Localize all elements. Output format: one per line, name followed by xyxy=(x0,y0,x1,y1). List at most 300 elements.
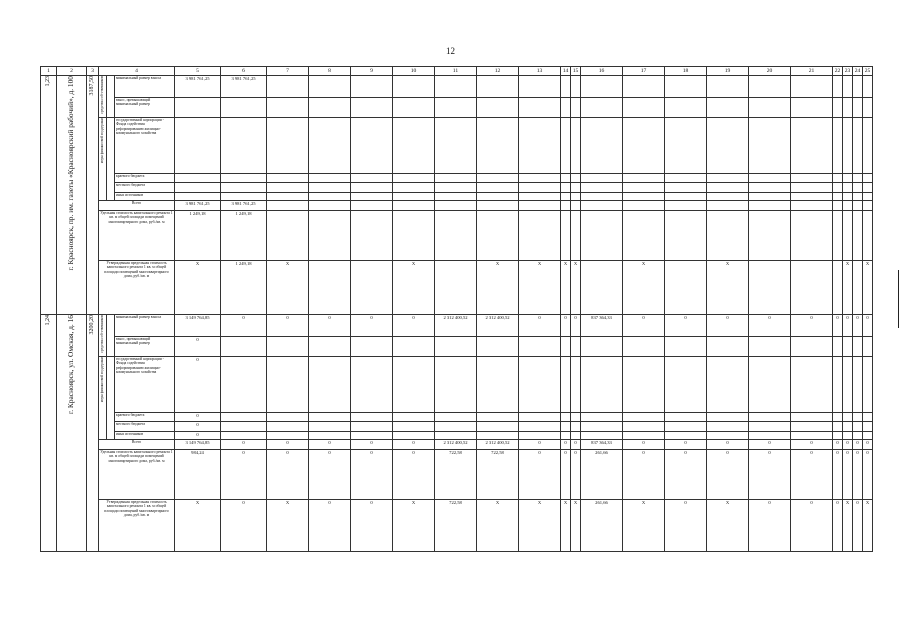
cell-col-25: 0 xyxy=(863,315,873,337)
cell-col-8 xyxy=(309,76,351,98)
cell-col-9 xyxy=(351,261,393,315)
cell-col-12: 2 312 400,52 xyxy=(477,440,519,450)
cell-col-5: 0 xyxy=(175,413,221,422)
cell-col-24 xyxy=(853,432,863,440)
record-address-text: г. Красноярск, пр. им. газеты «Красноярский рабочий», д. 100 xyxy=(66,76,76,271)
cell-col-23 xyxy=(843,193,853,201)
cell-col-10: X xyxy=(393,261,435,315)
cell-col-13 xyxy=(519,193,561,201)
cell-col-11 xyxy=(435,98,477,118)
cell-col-7 xyxy=(267,183,309,193)
cell-col-12 xyxy=(477,76,519,98)
cell-col-16: 261,66 xyxy=(581,450,623,500)
cell-col-22 xyxy=(833,211,843,261)
cell-col-12: 2 312 400,52 xyxy=(477,315,519,337)
cell-col-16 xyxy=(581,357,623,413)
group-support-blank xyxy=(107,118,115,201)
cell-col-22 xyxy=(833,413,843,422)
cell-col-10 xyxy=(393,413,435,422)
group-owners-blank xyxy=(107,76,115,118)
cell-col-19: 0 xyxy=(707,450,749,500)
cell-col-12: X xyxy=(477,261,519,315)
record-1,24-local-row xyxy=(41,422,873,432)
cell-col-6: 3 981 761,25 xyxy=(221,76,267,98)
cell-col-10 xyxy=(393,201,435,211)
cell-col-21 xyxy=(791,261,833,315)
cell-col-16 xyxy=(581,422,623,432)
cell-col-8 xyxy=(309,193,351,201)
cell-col-23: 0 xyxy=(843,440,853,450)
cell-col-22 xyxy=(833,118,843,174)
col-number-19: 19 xyxy=(707,67,749,76)
cell-col-15 xyxy=(571,118,581,174)
cell-col-10 xyxy=(393,432,435,440)
cell-col-19 xyxy=(707,432,749,440)
cell-col-18: 0 xyxy=(665,315,707,337)
cell-col-22 xyxy=(833,422,843,432)
cell-col-18: 0 xyxy=(665,500,707,552)
cell-col-25 xyxy=(863,76,873,98)
record-1,24-over-row xyxy=(41,337,873,357)
cell-col-12 xyxy=(477,413,519,422)
record-1,24-unit-row xyxy=(41,450,873,500)
cell-col-11 xyxy=(435,413,477,422)
cell-col-8 xyxy=(309,413,351,422)
cell-col-5: X xyxy=(175,261,221,315)
record-1,23-fund-row xyxy=(41,118,873,174)
cell-col-17: X xyxy=(623,500,665,552)
cell-col-9 xyxy=(351,422,393,432)
cell-col-25 xyxy=(863,413,873,422)
cell-col-23 xyxy=(843,76,853,98)
cell-col-6 xyxy=(221,193,267,201)
col-number-15: 15 xyxy=(571,67,581,76)
cell-col-20 xyxy=(749,118,791,174)
cell-col-21 xyxy=(791,118,833,174)
col-number-13: 13 xyxy=(519,67,561,76)
cell-col-16 xyxy=(581,211,623,261)
group-owners-funds xyxy=(99,76,107,118)
cell-col-15 xyxy=(571,193,581,201)
cell-col-25: X xyxy=(863,500,873,552)
cell-col-12 xyxy=(477,337,519,357)
cell-col-21 xyxy=(791,183,833,193)
cell-col-7: X xyxy=(267,261,309,315)
col-number-23: 23 xyxy=(843,67,853,76)
cell-col-11 xyxy=(435,211,477,261)
cell-col-23: X xyxy=(843,261,853,315)
record-1,24-limit-row xyxy=(41,500,873,552)
cell-col-18 xyxy=(665,422,707,432)
cell-col-21: 0 xyxy=(791,500,833,552)
cell-col-5: 3 981 761,25 xyxy=(175,76,221,98)
cell-col-18 xyxy=(665,183,707,193)
cell-col-17 xyxy=(623,337,665,357)
cell-col-6: 0 xyxy=(221,450,267,500)
cell-col-24 xyxy=(853,422,863,432)
cell-col-18: 0 xyxy=(665,450,707,500)
cell-col-11 xyxy=(435,118,477,174)
cell-col-9 xyxy=(351,118,393,174)
cell-col-9 xyxy=(351,76,393,98)
record-1,23-other-row xyxy=(41,193,873,201)
record-index xyxy=(41,76,57,315)
cell-col-14: X xyxy=(561,261,571,315)
cell-col-15 xyxy=(571,98,581,118)
cell-col-8 xyxy=(309,211,351,261)
cell-col-19: 0 xyxy=(707,315,749,337)
cell-col-23 xyxy=(843,432,853,440)
cell-col-12 xyxy=(477,357,519,413)
col-number-5: 5 xyxy=(175,67,221,76)
cell-col-22: 0 xyxy=(833,450,843,500)
cell-col-20: 0 xyxy=(749,440,791,450)
cell-col-12 xyxy=(477,174,519,183)
cell-col-5: 1 249,18 xyxy=(175,211,221,261)
cell-col-14 xyxy=(561,432,571,440)
cell-col-15 xyxy=(571,357,581,413)
cell-col-23 xyxy=(843,98,853,118)
cell-col-18: 0 xyxy=(665,440,707,450)
cell-col-22 xyxy=(833,357,843,413)
cell-col-22 xyxy=(833,193,843,201)
cell-col-5: 0 xyxy=(175,432,221,440)
cell-col-9 xyxy=(351,201,393,211)
cell-col-20 xyxy=(749,98,791,118)
cell-col-25: 0 xyxy=(863,440,873,450)
cell-col-24 xyxy=(853,357,863,413)
cell-col-6 xyxy=(221,422,267,432)
cell-col-12 xyxy=(477,193,519,201)
cell-col-14 xyxy=(561,357,571,413)
record-address xyxy=(57,76,87,315)
col-number-24: 24 xyxy=(853,67,863,76)
cell-col-14 xyxy=(561,76,571,98)
col-number-25: 25 xyxy=(863,67,873,76)
cell-col-12 xyxy=(477,432,519,440)
cell-col-16 xyxy=(581,337,623,357)
cell-col-20 xyxy=(749,422,791,432)
cell-col-8 xyxy=(309,337,351,357)
cell-col-11 xyxy=(435,337,477,357)
cell-col-15 xyxy=(571,211,581,261)
cell-col-16 xyxy=(581,432,623,440)
cell-col-13 xyxy=(519,357,561,413)
cell-col-7 xyxy=(267,432,309,440)
cell-col-25 xyxy=(863,193,873,201)
cell-col-19: 0 xyxy=(707,440,749,450)
label-fund: государственной корпорации - Фонда содействия реформированию жилищно-коммунального хозяйства xyxy=(115,118,175,174)
cell-col-10 xyxy=(393,193,435,201)
cell-col-19 xyxy=(707,211,749,261)
col-number-22: 22 xyxy=(833,67,843,76)
cell-col-6 xyxy=(221,174,267,183)
cell-col-8: 0 xyxy=(309,500,351,552)
cell-col-14: 0 xyxy=(561,440,571,450)
cell-col-24 xyxy=(853,413,863,422)
cell-col-10: 0 xyxy=(393,315,435,337)
cell-col-14: 0 xyxy=(561,315,571,337)
cell-col-21 xyxy=(791,211,833,261)
cell-col-20 xyxy=(749,432,791,440)
cell-col-25 xyxy=(863,98,873,118)
cell-col-16 xyxy=(581,193,623,201)
cell-col-11: 2 312 400,52 xyxy=(435,440,477,450)
cell-col-5: 984,24 xyxy=(175,450,221,500)
col-number-11: 11 xyxy=(435,67,477,76)
cell-col-8 xyxy=(309,422,351,432)
col-number-14: 14 xyxy=(561,67,571,76)
cell-col-17 xyxy=(623,183,665,193)
label-over: взнос, превышающий минимальный размер xyxy=(115,337,175,357)
record-index xyxy=(41,315,57,552)
cell-col-21 xyxy=(791,76,833,98)
cell-col-21: 0 xyxy=(791,440,833,450)
cell-col-19 xyxy=(707,337,749,357)
cell-col-10 xyxy=(393,422,435,432)
cell-col-13 xyxy=(519,413,561,422)
cell-col-11 xyxy=(435,357,477,413)
cell-col-9 xyxy=(351,413,393,422)
cell-col-5 xyxy=(175,98,221,118)
cell-col-18 xyxy=(665,118,707,174)
record-index-text: 1,23 xyxy=(45,76,52,87)
cell-col-24 xyxy=(853,211,863,261)
cell-col-25 xyxy=(863,432,873,440)
col-number-3: 3 xyxy=(87,67,99,76)
cell-col-13: X xyxy=(519,261,561,315)
cell-col-22 xyxy=(833,76,843,98)
margin-mark xyxy=(898,270,899,328)
cell-col-10: 0 xyxy=(393,450,435,500)
cell-col-10 xyxy=(393,211,435,261)
cell-col-10 xyxy=(393,118,435,174)
cell-col-16: 261,66 xyxy=(581,500,623,552)
cell-col-23 xyxy=(843,413,853,422)
cell-col-7 xyxy=(267,193,309,201)
cell-col-20 xyxy=(749,261,791,315)
cell-col-14 xyxy=(561,201,571,211)
record-1,24-min-row xyxy=(41,315,873,337)
cell-col-7 xyxy=(267,98,309,118)
cell-col-9: 0 xyxy=(351,450,393,500)
cell-col-5: 3 149 764,85 xyxy=(175,315,221,337)
col-number-21: 21 xyxy=(791,67,833,76)
cell-col-11 xyxy=(435,76,477,98)
cell-col-21 xyxy=(791,193,833,201)
cell-col-19 xyxy=(707,98,749,118)
cell-col-8 xyxy=(309,118,351,174)
cell-col-16 xyxy=(581,261,623,315)
cell-col-20: 0 xyxy=(749,500,791,552)
cell-col-15 xyxy=(571,432,581,440)
cell-col-17 xyxy=(623,422,665,432)
cell-col-9 xyxy=(351,211,393,261)
record-1,24-other-row xyxy=(41,432,873,440)
cell-col-5: 3 981 761,25 xyxy=(175,201,221,211)
cell-col-8 xyxy=(309,174,351,183)
cell-col-16: 837 364,33 xyxy=(581,440,623,450)
record-area-text: 3200,20 xyxy=(89,315,96,335)
cell-col-19: X xyxy=(707,261,749,315)
cell-col-11 xyxy=(435,174,477,183)
cell-col-17 xyxy=(623,174,665,183)
group-support-blank xyxy=(107,357,115,440)
cell-col-11: 722,58 xyxy=(435,450,477,500)
cell-col-23 xyxy=(843,118,853,174)
cell-col-6 xyxy=(221,183,267,193)
cell-col-21: 0 xyxy=(791,450,833,500)
cell-col-13: X xyxy=(519,500,561,552)
cell-col-18 xyxy=(665,211,707,261)
cell-col-8 xyxy=(309,98,351,118)
record-1,24-total-row xyxy=(41,440,873,450)
cell-col-17 xyxy=(623,413,665,422)
cell-col-24 xyxy=(853,337,863,357)
cell-col-13 xyxy=(519,174,561,183)
cell-col-21 xyxy=(791,432,833,440)
cell-col-7: 0 xyxy=(267,450,309,500)
cell-col-20: 0 xyxy=(749,450,791,500)
label-unit-cost: Удельная стоимость капитального ремонта 1 кв. м общей площади помещений многоквартирного дома, руб./кв. м xyxy=(99,450,175,500)
cell-col-18 xyxy=(665,337,707,357)
cell-col-12 xyxy=(477,118,519,174)
group-owners-funds-text: средства соб-ственников xyxy=(100,76,105,114)
cell-col-20: 0 xyxy=(749,315,791,337)
cell-col-24: 0 xyxy=(853,500,863,552)
cell-col-19 xyxy=(707,174,749,183)
cell-col-11 xyxy=(435,261,477,315)
cell-col-8 xyxy=(309,432,351,440)
cell-col-22 xyxy=(833,174,843,183)
cell-col-18 xyxy=(665,76,707,98)
cell-col-23: X xyxy=(843,500,853,552)
cell-col-8: 0 xyxy=(309,450,351,500)
cell-col-5: 0 xyxy=(175,357,221,413)
cell-col-25 xyxy=(863,174,873,183)
cell-col-5 xyxy=(175,193,221,201)
cell-col-12: X xyxy=(477,500,519,552)
cell-col-10 xyxy=(393,357,435,413)
cell-col-17: 0 xyxy=(623,450,665,500)
cell-col-7 xyxy=(267,211,309,261)
record-1,23-limit-row xyxy=(41,261,873,315)
cell-col-24 xyxy=(853,183,863,193)
cell-col-20 xyxy=(749,413,791,422)
cell-col-6: 0 xyxy=(221,440,267,450)
cell-col-20 xyxy=(749,211,791,261)
label-over: взнос, превышающий минимальный размер xyxy=(115,98,175,118)
record-1,23-over-row xyxy=(41,98,873,118)
cell-col-24 xyxy=(853,174,863,183)
cell-col-10 xyxy=(393,183,435,193)
cell-col-24: 0 xyxy=(853,450,863,500)
cell-col-9 xyxy=(351,174,393,183)
col-number-6: 6 xyxy=(221,67,267,76)
cell-col-21 xyxy=(791,174,833,183)
cell-col-16 xyxy=(581,183,623,193)
cell-col-25 xyxy=(863,118,873,174)
cell-col-9 xyxy=(351,98,393,118)
cell-col-11 xyxy=(435,193,477,201)
cell-col-17 xyxy=(623,98,665,118)
cell-col-23 xyxy=(843,422,853,432)
cell-col-11 xyxy=(435,201,477,211)
cell-col-20 xyxy=(749,193,791,201)
cell-col-15: X xyxy=(571,261,581,315)
cell-col-11 xyxy=(435,432,477,440)
group-support-measures-text: меры финансовой поддержки xyxy=(100,118,105,164)
group-owners-funds-text: средства соб-ственников xyxy=(100,315,105,353)
cell-col-5 xyxy=(175,174,221,183)
cell-col-24: 0 xyxy=(853,440,863,450)
cell-col-7 xyxy=(267,413,309,422)
cell-col-18 xyxy=(665,261,707,315)
cell-col-9: 0 xyxy=(351,315,393,337)
cell-col-14 xyxy=(561,98,571,118)
group-owners-blank xyxy=(107,315,115,357)
col-number-8: 8 xyxy=(309,67,351,76)
col-number-2: 2 xyxy=(57,67,87,76)
cell-col-10 xyxy=(393,174,435,183)
cell-col-9 xyxy=(351,357,393,413)
cell-col-15 xyxy=(571,337,581,357)
group-support-measures xyxy=(99,357,107,440)
cell-col-14 xyxy=(561,211,571,261)
cell-col-23 xyxy=(843,337,853,357)
cell-col-11 xyxy=(435,422,477,432)
cell-col-15: X xyxy=(571,500,581,552)
cell-col-17: 0 xyxy=(623,315,665,337)
cell-col-6: 0 xyxy=(221,315,267,337)
cell-col-18 xyxy=(665,98,707,118)
cell-col-13 xyxy=(519,337,561,357)
cell-col-22: 0 xyxy=(833,315,843,337)
cell-col-7 xyxy=(267,337,309,357)
cell-col-17 xyxy=(623,211,665,261)
cell-col-23: 0 xyxy=(843,315,853,337)
cell-col-14 xyxy=(561,193,571,201)
record-area-text: 3187,50 xyxy=(89,76,96,96)
cell-col-22: 0 xyxy=(833,440,843,450)
cell-col-6: 1 249,18 xyxy=(221,211,267,261)
cell-col-13: 0 xyxy=(519,440,561,450)
cell-col-16 xyxy=(581,201,623,211)
label-total: Всего xyxy=(99,201,175,211)
cell-col-8 xyxy=(309,201,351,211)
label-regional: краевого бюджета xyxy=(115,413,175,422)
cell-col-16 xyxy=(581,76,623,98)
cell-col-8 xyxy=(309,261,351,315)
cell-col-19 xyxy=(707,193,749,201)
cell-col-22 xyxy=(833,432,843,440)
cell-col-6 xyxy=(221,432,267,440)
cell-col-20 xyxy=(749,201,791,211)
col-number-20: 20 xyxy=(749,67,791,76)
record-1,23-min-row xyxy=(41,76,873,98)
cell-col-21: 0 xyxy=(791,315,833,337)
cell-col-15 xyxy=(571,422,581,432)
cell-col-17: 0 xyxy=(623,440,665,450)
col-number-12: 12 xyxy=(477,67,519,76)
cell-col-7 xyxy=(267,422,309,432)
cell-col-14 xyxy=(561,413,571,422)
cell-col-5: 3 149 764,85 xyxy=(175,440,221,450)
group-owners-funds xyxy=(99,315,107,357)
col-number-10: 10 xyxy=(393,67,435,76)
cell-col-19 xyxy=(707,76,749,98)
cell-col-20 xyxy=(749,76,791,98)
